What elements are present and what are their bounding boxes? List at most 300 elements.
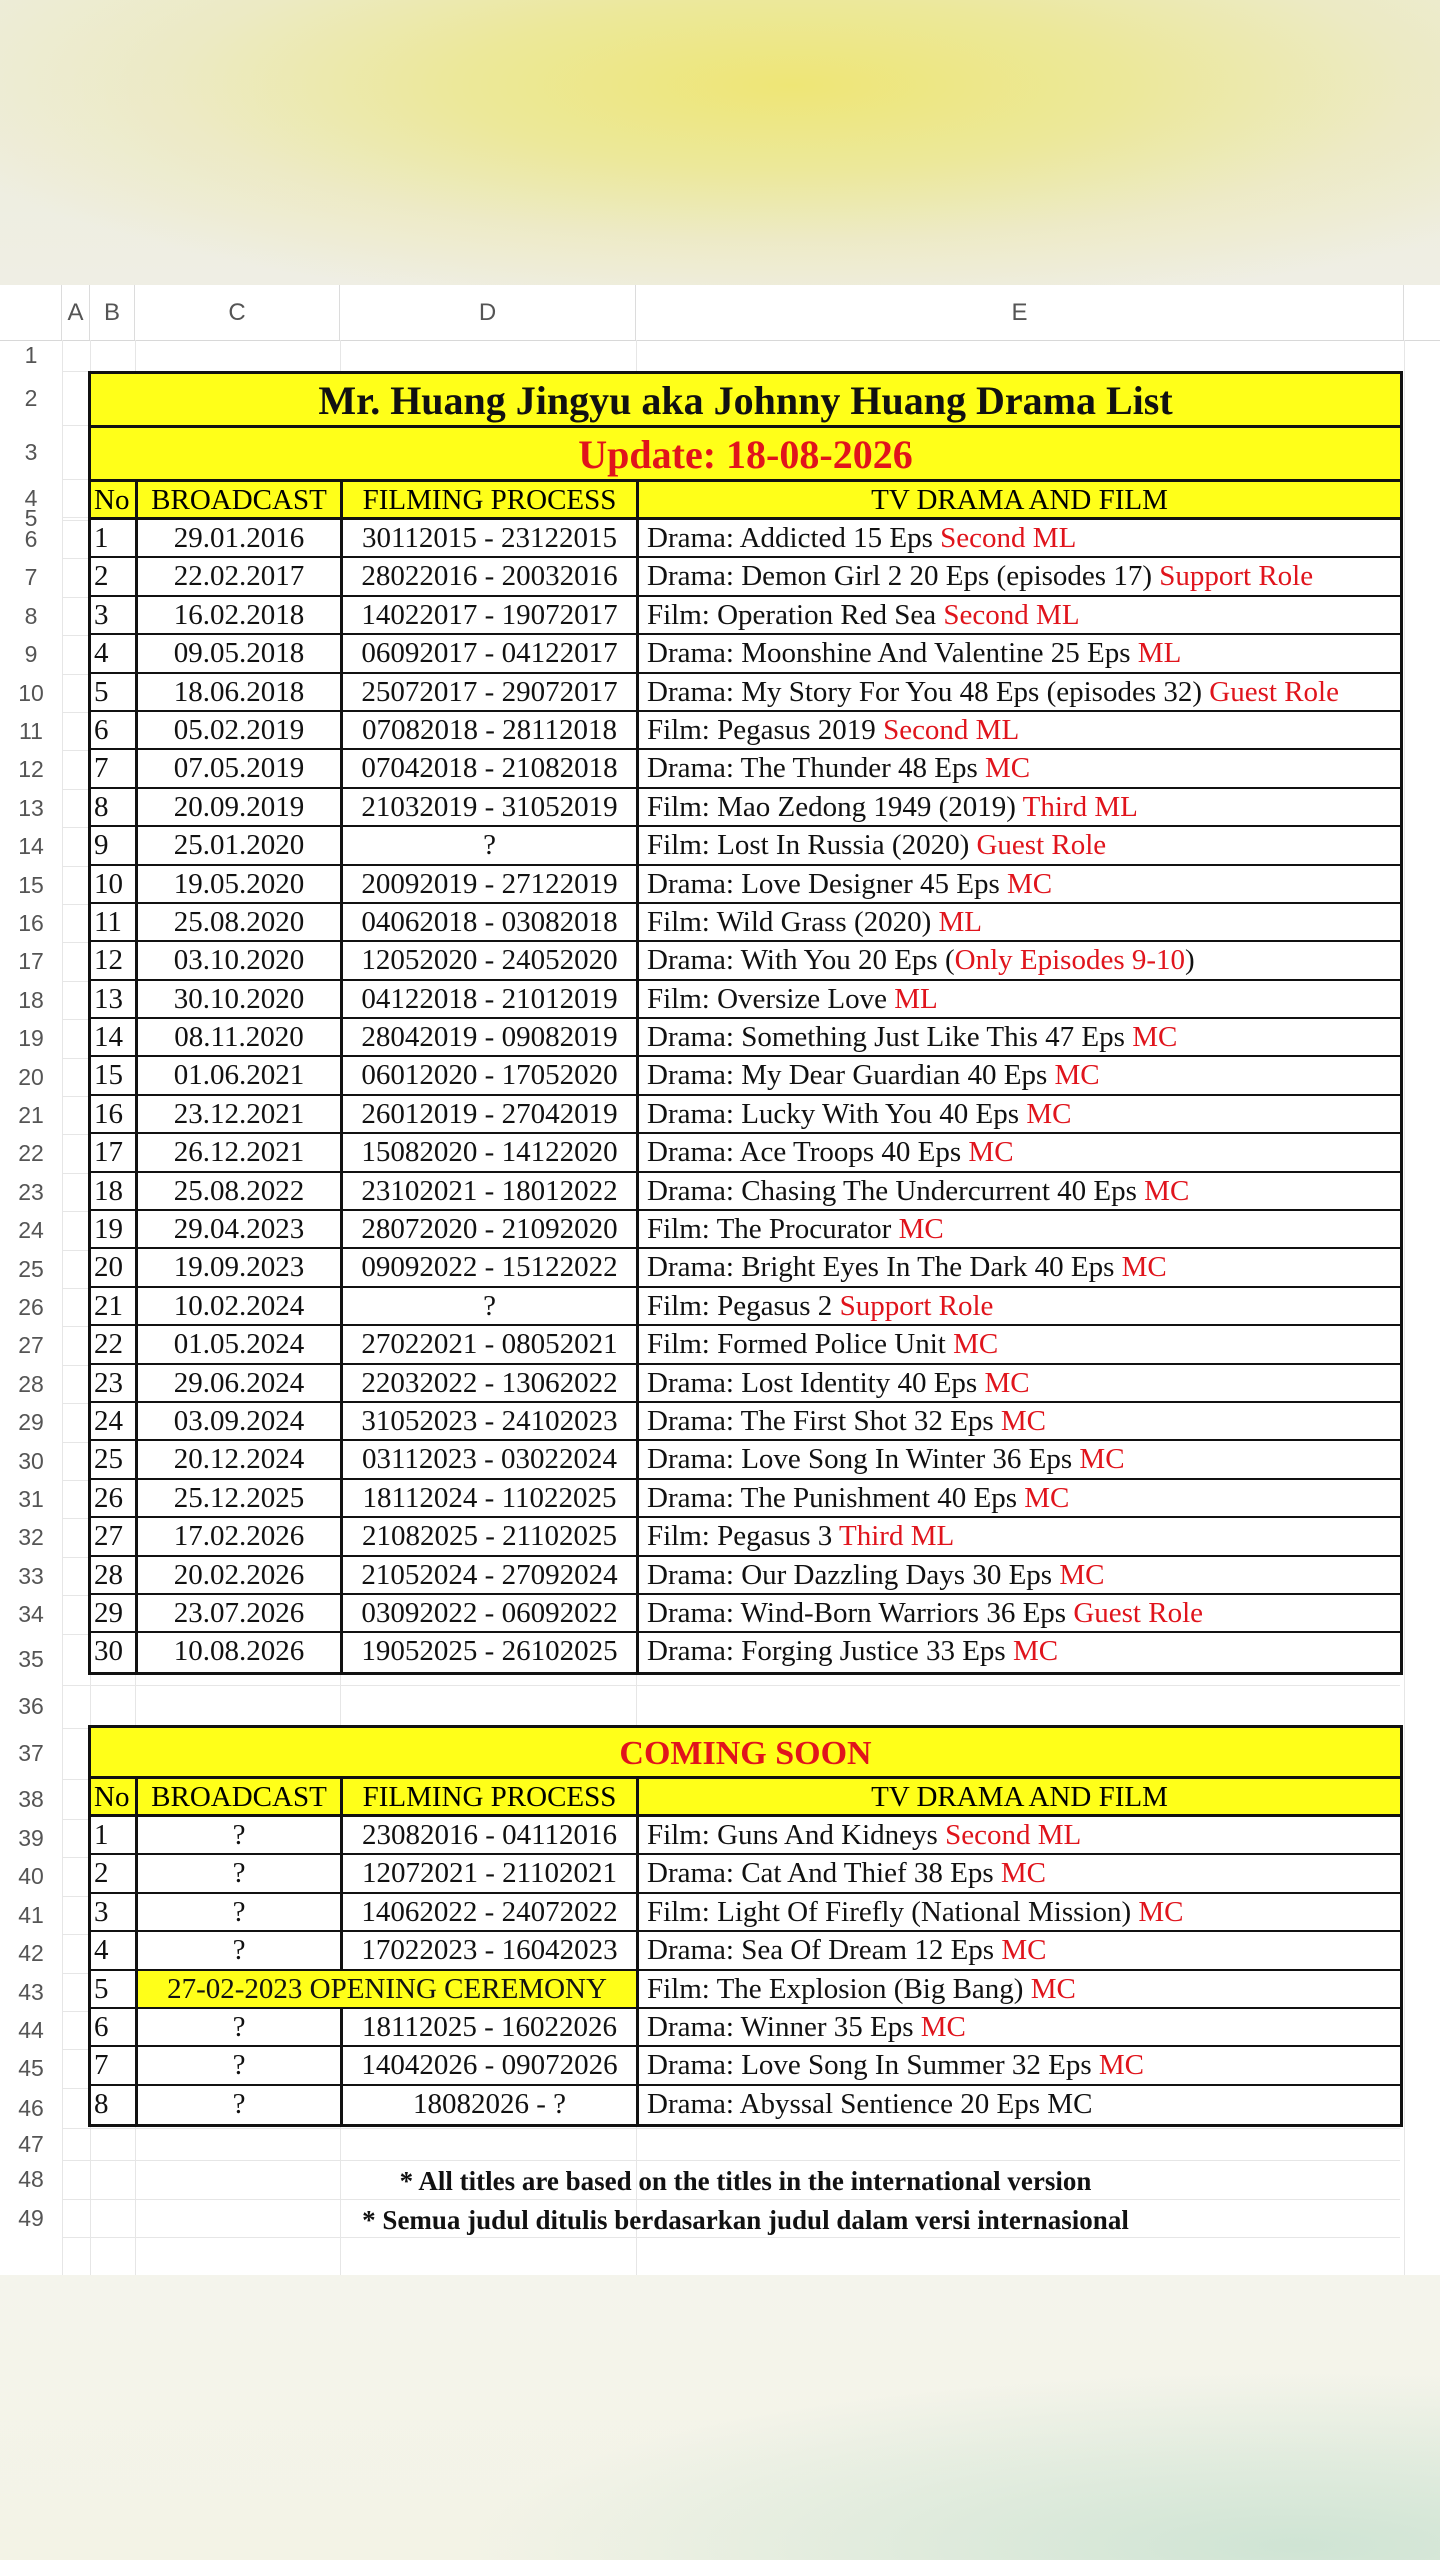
cell-title[interactable] [639, 1557, 1400, 1593]
drama-row [91, 1595, 1400, 1633]
row-number[interactable]: 35 [18, 1646, 44, 1672]
cell-filming-process[interactable]: 28072020 - 21092020 [343, 1211, 639, 1247]
cell-filming-process[interactable]: 18082026 - ? [343, 2086, 639, 2124]
cell-broadcast[interactable]: 10.02.2024 [138, 1288, 343, 1324]
row-number[interactable]: 5 [24, 505, 38, 531]
role-label: MC [1059, 1558, 1105, 1591]
cell-filming-process[interactable]: 06012020 - 17052020 [343, 1057, 639, 1093]
row-number[interactable]: 33 [18, 1563, 44, 1589]
cell-title[interactable] [639, 1288, 1400, 1324]
cell-title[interactable] [639, 750, 1400, 786]
cell-filming-process[interactable]: 07042018 - 21082018 [343, 750, 639, 786]
cell-title[interactable] [639, 674, 1400, 710]
drama-row [91, 827, 1400, 865]
cell-title[interactable] [639, 1894, 1400, 1930]
cell-filming-process[interactable]: 04122018 - 21012019 [343, 981, 639, 1017]
cell-broadcast[interactable]: 17.02.2026 [138, 1518, 343, 1554]
cell-title[interactable] [639, 1096, 1400, 1132]
cell-filming-process[interactable]: 27022021 - 08052021 [343, 1326, 639, 1362]
column-header-a[interactable]: A [62, 285, 90, 340]
title-text: Drama: Love Song In Summer 32 Eps [647, 2049, 1099, 2082]
cell-no[interactable]: 2 [91, 558, 138, 594]
cell-no[interactable]: 26 [91, 1480, 138, 1516]
cell-broadcast[interactable]: 23.12.2021 [138, 1096, 343, 1132]
cell-no[interactable]: 14 [91, 1019, 138, 1055]
cell-broadcast[interactable]: 20.02.2026 [138, 1557, 343, 1593]
title-text: Drama: My Dear Guardian 40 Eps [647, 1059, 1055, 1092]
cell-title[interactable] [639, 942, 1400, 978]
corner-cell[interactable] [0, 285, 62, 340]
drama-row [91, 558, 1400, 596]
cell-no[interactable]: 5 [91, 674, 138, 710]
cell-no[interactable]: 15 [91, 1057, 138, 1093]
role-label: Second ML [883, 713, 1020, 746]
row-number[interactable]: 34 [18, 1601, 44, 1627]
cell-no[interactable]: 13 [91, 981, 138, 1017]
cell-title[interactable] [639, 1057, 1400, 1093]
cell-title[interactable] [639, 1971, 1400, 2007]
cell-filming-process[interactable]: 22032022 - 13062022 [343, 1365, 639, 1401]
header-broadcast[interactable]: BROADCAST [138, 1779, 343, 1814]
cell-filming-process[interactable]: 23102021 - 18012022 [343, 1173, 639, 1209]
row-number[interactable]: 12 [18, 756, 44, 782]
cell-title[interactable] [639, 520, 1400, 556]
cell-filming-process[interactable]: 28022016 - 20032016 [343, 558, 639, 594]
title-suffix: ) [1185, 944, 1195, 977]
cell-broadcast[interactable]: 23.07.2026 [138, 1595, 343, 1631]
row-number[interactable]: 20 [18, 1064, 44, 1090]
cell-opening-ceremony[interactable]: 27-02-2023 OPENING CEREMONY [138, 1971, 639, 2007]
cell-title[interactable] [639, 1326, 1400, 1362]
cell-no[interactable]: 21 [91, 1288, 138, 1324]
role-label: ML [938, 905, 983, 938]
coming-soon-rows [91, 1817, 1400, 2124]
row-number[interactable]: 24 [18, 1217, 44, 1243]
row-number[interactable]: 48 [18, 2166, 44, 2192]
cell-title[interactable] [639, 2047, 1400, 2083]
drama-row [91, 1403, 1400, 1441]
cell-no[interactable]: 25 [91, 1441, 138, 1477]
cell-title[interactable] [639, 2009, 1400, 2045]
cell-no[interactable]: 8 [91, 789, 138, 825]
cell-broadcast[interactable]: 18.06.2018 [138, 674, 343, 710]
cell-filming-process[interactable]: 28042019 - 09082019 [343, 1019, 639, 1055]
spreadsheet [0, 285, 1440, 2275]
cell-broadcast[interactable]: 19.09.2023 [138, 1249, 343, 1285]
cell-title[interactable] [639, 1019, 1400, 1055]
table-header-row [91, 482, 1400, 520]
role-label: MC [1098, 2049, 1144, 2082]
cell-no[interactable]: 8 [91, 2086, 138, 2124]
row-number[interactable]: 17 [18, 948, 44, 974]
row-number[interactable]: 30 [18, 1448, 44, 1474]
header-tv-drama-and-film[interactable]: TV DRAMA AND FILM [871, 484, 1168, 516]
row-number[interactable]: 32 [18, 1524, 44, 1550]
cell-title[interactable] [639, 866, 1400, 902]
cell-filming-process[interactable]: 06092017 - 04122017 [343, 635, 639, 671]
cell-no[interactable]: 6 [91, 2009, 138, 2045]
cell-filming-process[interactable]: 20092019 - 27122019 [343, 866, 639, 902]
coming-soon-table [88, 1725, 1403, 2127]
title-text: Film: Lost In Russia (2020) [647, 829, 977, 862]
role-label: ML [1137, 637, 1182, 670]
drama-row [91, 1057, 1400, 1095]
drama-row [91, 1288, 1400, 1326]
row-number[interactable]: 31 [18, 1486, 44, 1512]
drama-row [91, 866, 1400, 904]
coming-soon-header-row [91, 1779, 1400, 1817]
cell-broadcast[interactable]: 05.02.2019 [138, 712, 343, 748]
row-number[interactable]: 8 [24, 603, 38, 629]
drama-row [91, 1557, 1400, 1595]
cell-filming-process[interactable]: 14022017 - 19072017 [343, 597, 639, 633]
cell-broadcast[interactable]: 29.04.2023 [138, 1211, 343, 1247]
cell-filming-process[interactable]: 12072021 - 21102021 [343, 1855, 639, 1891]
coming-soon-row [91, 2047, 1400, 2085]
cell-no[interactable]: 4 [91, 1932, 138, 1968]
drama-row [91, 1518, 1400, 1556]
row-number[interactable]: 28 [18, 1371, 44, 1397]
cell-filming-process[interactable]: ? [343, 1288, 639, 1324]
cell-no[interactable]: 9 [91, 827, 138, 863]
cell-broadcast[interactable]: ? [138, 1817, 343, 1853]
cell-no[interactable]: 23 [91, 1365, 138, 1401]
cell-title[interactable] [639, 1518, 1400, 1554]
cell-broadcast[interactable]: 07.05.2019 [138, 750, 343, 786]
title-text: Film: Pegasus 3 [647, 1520, 840, 1553]
cell-title[interactable] [639, 1134, 1400, 1170]
cell-broadcast[interactable]: ? [138, 2086, 343, 2124]
column-header-d[interactable]: D [340, 285, 636, 340]
cell-broadcast[interactable]: 19.05.2020 [138, 866, 343, 902]
role-label: Second ML [943, 598, 1080, 631]
row-number[interactable]: 16 [18, 910, 44, 936]
title-text: Drama: Addicted 15 Eps [647, 522, 941, 554]
cell-no[interactable]: 28 [91, 1557, 138, 1593]
cell-title[interactable] [639, 827, 1400, 863]
cell-title[interactable] [639, 597, 1400, 633]
cell-filming-process[interactable]: 19052025 - 26102025 [343, 1633, 639, 1671]
cell-no[interactable]: 3 [91, 1894, 138, 1930]
cell-broadcast[interactable]: 16.02.2018 [138, 597, 343, 633]
row-number[interactable]: 23 [18, 1179, 44, 1205]
row-number[interactable]: 15 [18, 872, 44, 898]
cell-broadcast[interactable]: ? [138, 2047, 343, 2083]
cell-filming-process[interactable]: 23082016 - 04112016 [343, 1817, 639, 1853]
cell-broadcast[interactable]: 03.10.2020 [138, 942, 343, 978]
cell-no[interactable]: 7 [91, 2047, 138, 2083]
cell-filming-process[interactable]: 18112025 - 16022026 [343, 2009, 639, 2045]
row-number[interactable]: 13 [18, 795, 44, 821]
cell-title[interactable] [639, 1365, 1400, 1401]
cell-no[interactable]: 27 [91, 1518, 138, 1554]
drama-rows [91, 520, 1400, 1672]
cell-broadcast[interactable]: 25.01.2020 [138, 827, 343, 863]
cell-filming-process[interactable]: 03092022 - 06092022 [343, 1595, 639, 1631]
role-label: MC [898, 1213, 944, 1246]
cell-filming-process[interactable]: 21032019 - 31052019 [343, 789, 639, 825]
row-number[interactable]: 11 [19, 718, 43, 744]
cell-filming-process[interactable]: 18112024 - 11022025 [343, 1480, 639, 1516]
cell-broadcast[interactable]: ? [138, 1855, 343, 1891]
row-number[interactable]: 41 [18, 1902, 44, 1928]
cell-broadcast[interactable]: 25.08.2020 [138, 904, 343, 940]
column-header-b[interactable]: B [90, 285, 135, 340]
coming-soon-row [91, 1971, 1400, 2009]
cell-no[interactable]: 5 [91, 1971, 138, 2007]
role-label: MC [1132, 1021, 1178, 1054]
title-text: Drama: The Punishment 40 Eps [647, 1481, 1025, 1514]
cell-no[interactable]: 4 [91, 635, 138, 671]
cell-broadcast[interactable]: ? [138, 1932, 343, 1968]
drama-row [91, 904, 1400, 942]
cell-title[interactable] [639, 1173, 1400, 1209]
coming-soon-row [91, 1894, 1400, 1932]
cell-broadcast[interactable]: 01.06.2021 [138, 1057, 343, 1093]
row-number[interactable]: 6 [24, 526, 38, 552]
cell-no[interactable]: 18 [91, 1173, 138, 1209]
cell-title[interactable] [639, 1211, 1400, 1247]
title-text: Drama: The First Shot 32 Eps [647, 1404, 1001, 1437]
cell-filming-process[interactable]: 04062018 - 03082018 [343, 904, 639, 940]
note-english[interactable]: * All titles are based on the titles in the international version [399, 2166, 1092, 2196]
cell-title[interactable] [639, 1633, 1400, 1671]
cell-title[interactable] [639, 904, 1400, 940]
cell-no[interactable]: 2 [91, 1855, 138, 1891]
header-tv-drama-and-film[interactable]: TV DRAMA AND FILM [871, 1781, 1168, 1813]
coming-soon-row [91, 2086, 1400, 2124]
role-label: MC [1026, 1097, 1072, 1130]
row-number[interactable]: 21 [18, 1102, 44, 1128]
cell-broadcast[interactable]: 30.10.2020 [138, 981, 343, 1017]
cell-title[interactable] [639, 1249, 1400, 1285]
cell-filming-process[interactable]: 14042026 - 09072026 [343, 2047, 639, 2083]
title-text: Drama: Love Song In Winter 36 Eps [647, 1443, 1080, 1476]
cell-title[interactable] [639, 789, 1400, 825]
cell-no[interactable]: 3 [91, 597, 138, 633]
cell-filming-process[interactable]: 03112023 - 03022024 [343, 1441, 639, 1477]
cell-filming-process[interactable]: 31052023 - 24102023 [343, 1403, 639, 1439]
cell-broadcast[interactable]: 20.12.2024 [138, 1441, 343, 1477]
gridline [1404, 340, 1405, 2275]
cell-broadcast[interactable]: ? [138, 2009, 343, 2045]
title-text: Drama: Demon Girl 2 20 Eps (episodes 17) [647, 560, 1160, 593]
row-number[interactable]: 44 [18, 2017, 44, 2043]
role-label: MC [985, 752, 1031, 785]
drama-row [91, 1249, 1400, 1287]
coming-soon-row [91, 1932, 1400, 1970]
cell-filming-process[interactable]: 07082018 - 28112018 [343, 712, 639, 748]
cell-broadcast[interactable]: 09.05.2018 [138, 635, 343, 671]
title-text: Drama: Sea Of Dream 12 Eps [647, 1934, 1002, 1967]
cell-title[interactable] [639, 558, 1400, 594]
cell-title[interactable] [639, 1817, 1400, 1853]
role-label: MC [1024, 1481, 1070, 1514]
cell-broadcast[interactable]: 22.02.2017 [138, 558, 343, 594]
row-number[interactable]: 29 [18, 1409, 44, 1435]
drama-row [91, 1173, 1400, 1211]
cell-no[interactable]: 20 [91, 1249, 138, 1285]
row-number[interactable]: 49 [18, 2205, 44, 2231]
cell-broadcast[interactable]: 25.12.2025 [138, 1480, 343, 1516]
cell-no[interactable]: 22 [91, 1326, 138, 1362]
cell-filming-process[interactable]: 21082025 - 21102025 [343, 1518, 639, 1554]
role-label: Guest Role [1209, 675, 1339, 708]
role-label: Only Episodes 9-10 [954, 944, 1186, 977]
cell-no[interactable]: 11 [91, 904, 138, 940]
role-label: MC [1144, 1174, 1190, 1207]
cell-broadcast[interactable]: ? [138, 1894, 343, 1930]
role-label: MC [1079, 1443, 1125, 1476]
header-no[interactable]: No [91, 482, 138, 517]
cell-title[interactable] [639, 635, 1400, 671]
title-text: Drama: Lucky With You 40 Eps [647, 1097, 1027, 1130]
role-label: MC [1000, 1404, 1047, 1437]
header-filming-process[interactable]: FILMING PROCESS [343, 1779, 639, 1814]
role-label: Third ML [839, 1520, 955, 1553]
row-number[interactable]: 25 [18, 1256, 44, 1282]
title-text: Drama: Ace Troops 40 Eps [647, 1136, 969, 1169]
row-number[interactable]: 3 [24, 439, 38, 465]
title-text: Film: Guns And Kidneys [647, 1819, 946, 1851]
row-number[interactable]: 42 [18, 1940, 44, 1966]
role-label: MC [984, 1366, 1030, 1399]
role-label: Second ML [940, 522, 1077, 554]
cell-no[interactable]: 16 [91, 1096, 138, 1132]
title-text: Drama: Abyssal Sentience 20 Eps MC [647, 2087, 1093, 2120]
cell-broadcast[interactable]: 20.09.2019 [138, 789, 343, 825]
coming-soon-row [91, 1817, 1400, 1855]
drama-row [91, 1096, 1400, 1134]
row-number[interactable]: 45 [18, 2055, 44, 2081]
row-number[interactable]: 40 [18, 1863, 44, 1889]
row-number[interactable]: 47 [18, 2131, 44, 2157]
role-label: Guest Role [976, 829, 1107, 862]
row-number[interactable]: 18 [18, 987, 44, 1013]
cell-filming-process[interactable]: 21052024 - 27092024 [343, 1557, 639, 1593]
title-text: Drama: Forging Justice 33 Eps [647, 1635, 1013, 1668]
drama-row [91, 1480, 1400, 1518]
update-date: Update: 18-08-2026 [91, 428, 1400, 482]
role-label: MC [1001, 1934, 1047, 1967]
cell-broadcast[interactable]: 29.01.2016 [138, 520, 343, 556]
title-text: Film: Wild Grass (2020) [647, 905, 939, 938]
cell-broadcast[interactable]: 25.08.2022 [138, 1173, 343, 1209]
cell-no[interactable]: 1 [91, 1817, 138, 1853]
cell-filming-process[interactable]: 26012019 - 27042019 [343, 1096, 639, 1132]
drama-row [91, 674, 1400, 712]
row-number[interactable]: 38 [18, 1786, 44, 1812]
row-number[interactable]: 22 [18, 1140, 44, 1166]
cell-broadcast[interactable]: 29.06.2024 [138, 1365, 343, 1401]
cell-filming-process[interactable]: 30112015 - 23122015 [343, 520, 639, 556]
row-number[interactable]: 10 [18, 680, 44, 706]
cell-title[interactable] [639, 712, 1400, 748]
cell-no[interactable]: 10 [91, 866, 138, 902]
row-number[interactable]: 37 [18, 1740, 44, 1766]
cell-filming-process[interactable]: 14062022 - 24072022 [343, 1894, 639, 1930]
cell-no[interactable]: 29 [91, 1595, 138, 1631]
drama-list-table [88, 371, 1403, 1675]
row-number[interactable]: 14 [18, 833, 44, 859]
cell-title[interactable] [639, 1441, 1400, 1477]
title-text: Drama: Bright Eyes In The Dark 40 Eps [647, 1251, 1122, 1284]
row-number[interactable]: 46 [18, 2095, 44, 2121]
coming-soon-row [91, 1855, 1400, 1893]
drama-row [91, 1211, 1400, 1249]
gridline [62, 2199, 1400, 2200]
row-number[interactable]: 7 [24, 564, 38, 590]
cell-title[interactable] [639, 1932, 1400, 1968]
row-number[interactable]: 39 [18, 1825, 44, 1851]
title-text: Drama: Cat And Thief 38 Eps [647, 1857, 1001, 1890]
cell-title[interactable] [639, 1403, 1400, 1439]
background-bottom-blur [0, 2275, 1440, 2560]
cell-broadcast[interactable]: 03.09.2024 [138, 1403, 343, 1439]
row-number[interactable]: 9 [24, 641, 38, 667]
drama-row [91, 1326, 1400, 1364]
row-number[interactable]: 43 [18, 1979, 44, 2005]
cell-title[interactable] [639, 2086, 1400, 2124]
row-number[interactable]: 36 [18, 1693, 44, 1719]
cell-title[interactable] [639, 1480, 1400, 1516]
cell-filming-process[interactable]: 09092022 - 15122022 [343, 1249, 639, 1285]
cell-no[interactable]: 1 [91, 520, 138, 556]
header-filming-process[interactable]: FILMING PROCESS [343, 482, 639, 517]
role-label: MC [968, 1136, 1014, 1169]
title-text: Drama: My Story For You 48 Eps (episodes 32) [647, 675, 1210, 708]
row-number[interactable]: 1 [24, 342, 38, 368]
cell-broadcast[interactable]: 26.12.2021 [138, 1134, 343, 1170]
drama-row [91, 1134, 1400, 1172]
cell-no[interactable]: 30 [91, 1633, 138, 1671]
cell-title[interactable] [639, 1855, 1400, 1891]
header-no[interactable]: No [91, 1779, 138, 1814]
cell-no[interactable]: 17 [91, 1134, 138, 1170]
column-header-row [0, 285, 1440, 341]
header-broadcast[interactable]: BROADCAST [138, 482, 343, 517]
title-text: Drama: Moonshine And Valentine 25 Eps [647, 637, 1138, 670]
column-header-e[interactable]: E [636, 285, 1404, 340]
column-header-c[interactable]: C [135, 285, 340, 340]
cell-no[interactable]: 6 [91, 712, 138, 748]
cell-title[interactable] [639, 981, 1400, 1017]
row-number[interactable]: 4 [24, 485, 38, 511]
cell-no[interactable]: 7 [91, 750, 138, 786]
cell-filming-process[interactable]: 15082020 - 14122020 [343, 1134, 639, 1170]
cell-broadcast[interactable]: 08.11.2020 [138, 1019, 343, 1055]
row-number[interactable]: 27 [18, 1332, 44, 1358]
role-label: Support Role [1159, 560, 1314, 593]
note-indonesian[interactable]: * Semua judul ditulis berdasarkan judul dalam versi internasional [362, 2205, 1129, 2235]
row-number[interactable]: 26 [18, 1294, 44, 1320]
table-title: Mr. Huang Jingyu aka Johnny Huang Drama List [91, 374, 1400, 428]
row-number[interactable]: 19 [18, 1025, 44, 1051]
cell-broadcast[interactable]: 10.08.2026 [138, 1633, 343, 1671]
row-number[interactable]: 2 [24, 385, 38, 411]
role-label: Third ML [1022, 790, 1138, 823]
cell-no[interactable]: 24 [91, 1403, 138, 1439]
cell-no[interactable]: 19 [91, 1211, 138, 1247]
cell-filming-process[interactable]: ? [343, 827, 639, 863]
cell-broadcast[interactable]: 01.05.2024 [138, 1326, 343, 1362]
cell-no[interactable]: 12 [91, 942, 138, 978]
title-text: Drama: Wind-Born Warriors 36 Eps [647, 1596, 1074, 1629]
cell-filming-process[interactable]: 25072017 - 29072017 [343, 674, 639, 710]
cell-title[interactable] [639, 1595, 1400, 1631]
cell-filming-process[interactable]: 12052020 - 24052020 [343, 942, 639, 978]
cell-filming-process[interactable]: 17022023 - 16042023 [343, 1932, 639, 1968]
